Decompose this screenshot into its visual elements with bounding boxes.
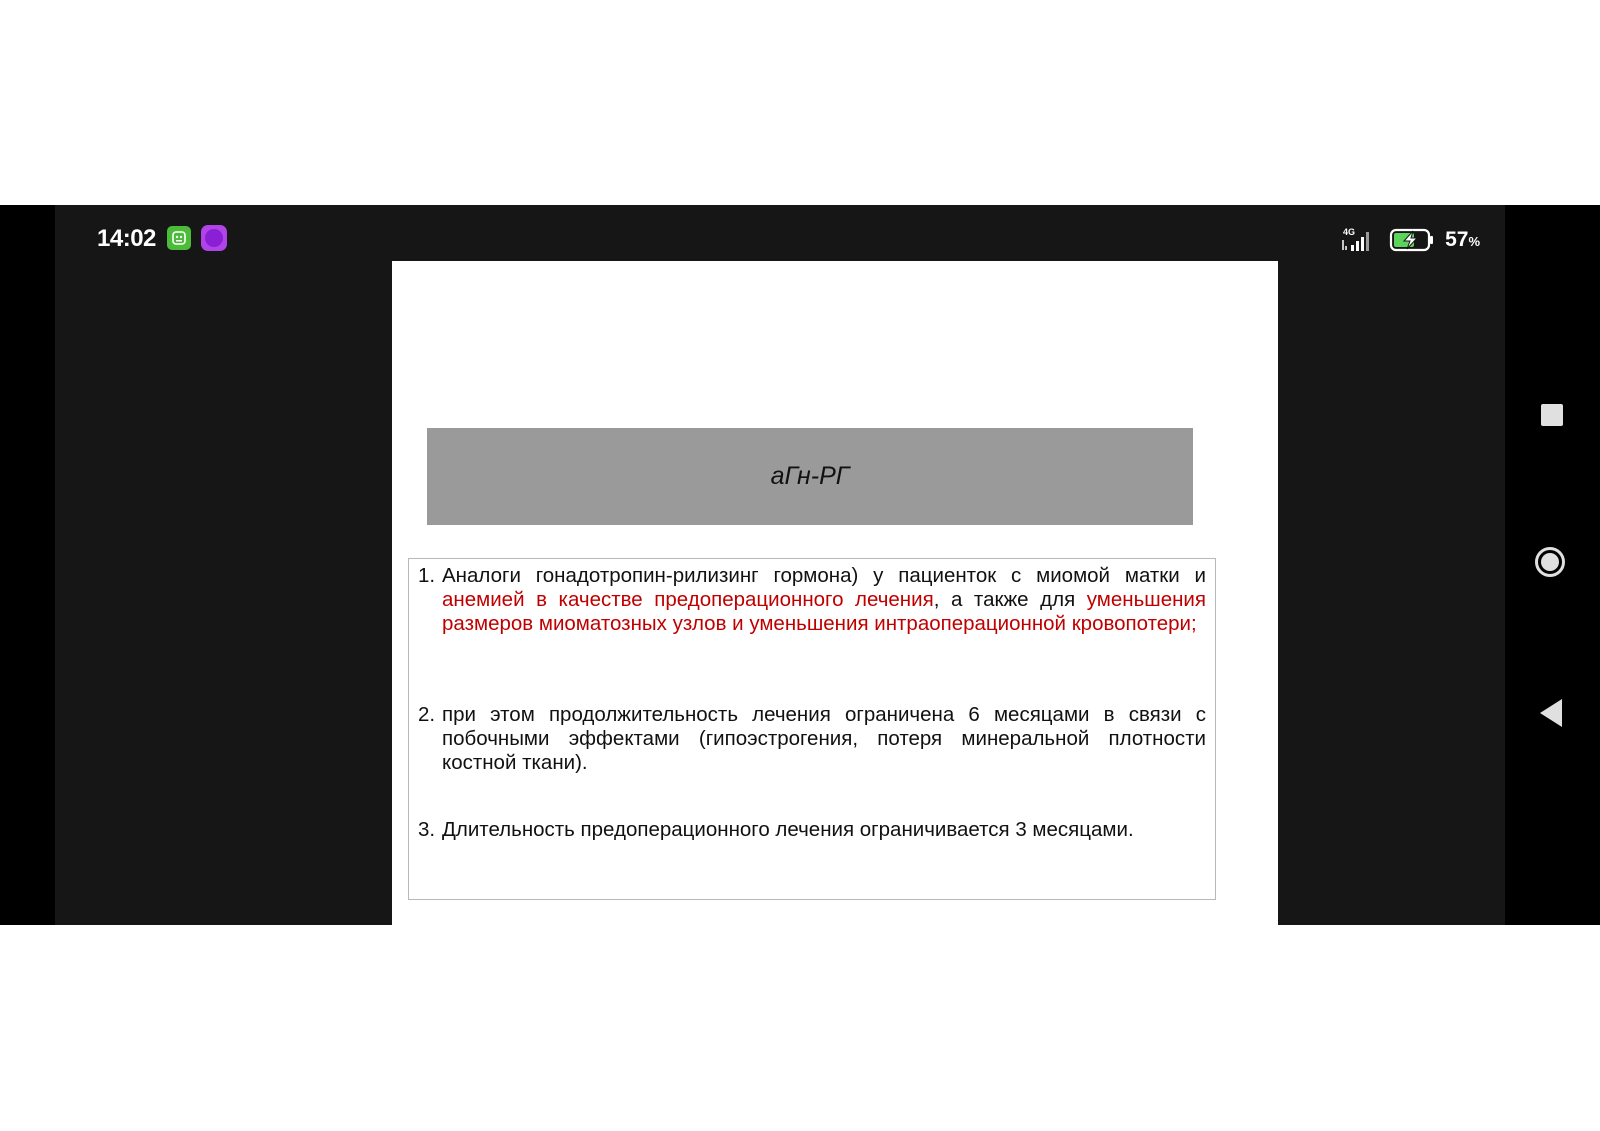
status-time: 14:02	[97, 225, 156, 252]
navigation-bar	[1505, 205, 1600, 925]
list-item-number: 3.	[418, 818, 436, 841]
battery-percentage: 57%	[1445, 228, 1480, 251]
recent-apps-button[interactable]	[1541, 404, 1563, 426]
back-button[interactable]	[1540, 699, 1562, 727]
home-button[interactable]	[1535, 547, 1565, 577]
slide-content-box	[408, 558, 1216, 900]
status-indicators	[1339, 225, 1480, 255]
list-item	[418, 818, 1206, 842]
network-type-label: 4G	[1343, 227, 1356, 237]
list-item-number: 2.	[418, 703, 436, 726]
phone-screen-frame	[0, 205, 1600, 925]
list-item-text: Длительность предоперационного лечения ограничивается 3 месяцами.	[442, 818, 1134, 841]
list-item-number: 1.	[418, 564, 436, 587]
signal-icon	[1339, 226, 1379, 254]
slide-title-bar	[427, 428, 1193, 525]
list-item	[418, 703, 1206, 775]
list-item-text: при этом продолжительность лечения ограничена 6 месяцами в связи с побочными эффектами (гипоэстрогения, потеря минеральной плотности костной ткани).	[442, 703, 1206, 774]
list-item-text: Аналоги гонадотропин-рилизинг гормона) у пациенток с миомой матки и анемией в качестве предоперационного лечения, а также для уменьшения размеров миоматозных узлов и уменьшения интраоперационной кровопотери;	[442, 564, 1206, 635]
slide-title: аГн-РГ	[770, 462, 850, 490]
battery-charging-icon	[1389, 227, 1435, 253]
list-item	[418, 564, 1206, 636]
screen	[55, 205, 1505, 925]
android-app-icon	[167, 226, 191, 250]
presentation-slide	[392, 261, 1278, 925]
purple-app-icon	[201, 225, 227, 251]
